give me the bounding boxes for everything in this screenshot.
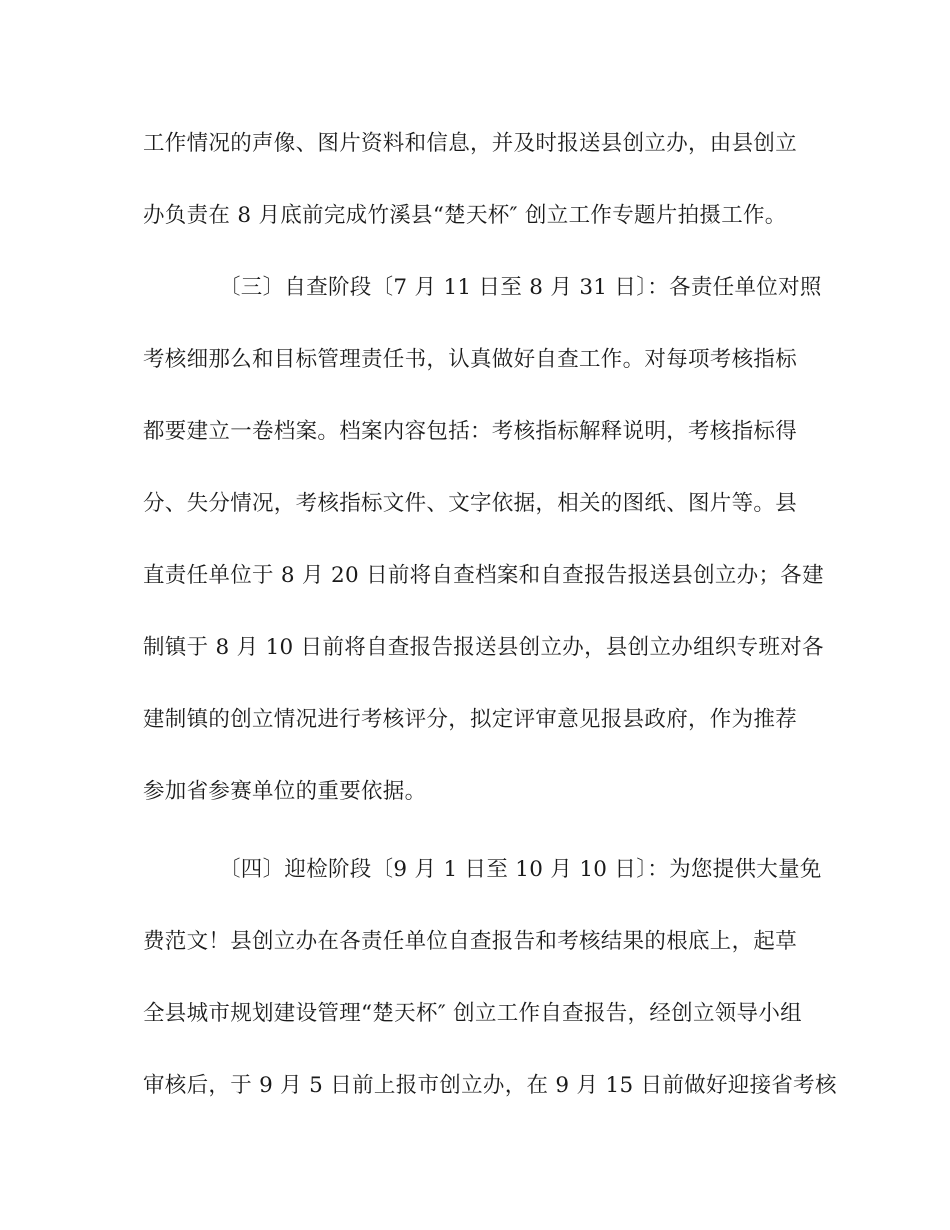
text-line: 分、失分情况，考核指标文件、文字依据，相关的图纸、图片等。县	[143, 491, 798, 516]
text-line: 工作情况的声像、图片资料和信息，并及时报送县创立办，由县创立	[143, 131, 798, 156]
text-line: 建制镇的创立情况进行考核评分，拟定评审意见报县政府，作为推荐	[143, 707, 798, 732]
text-line: 直责任单位于 8 月 20 日前将自查档案和自查报告报送县创立办；各建	[143, 563, 824, 588]
text-line: 办负责在 8 月底前完成竹溪县“楚天杯″ 创立工作专题片拍摄工作。	[143, 203, 787, 228]
text-line: 费范文！县创立办在各责任单位自查报告和考核结果的根底上，起草	[143, 929, 798, 954]
section-heading-line: 〔三〕自查阶段〔7 月 11 日至 8 月 31 日〕：各责任单位对照	[219, 275, 822, 300]
text-line: 都要建立一卷档案。档案内容包括：考核指标解释说明，考核指标得	[143, 419, 798, 444]
section-heading-line: 〔四〕迎检阶段〔9 月 1 日至 10 月 10 日〕：为您提供大量免	[219, 857, 822, 882]
text-line: 审核后，于 9 月 5 日前上报市创立办，在 9 月 15 日前做好迎接省考核	[143, 1073, 837, 1098]
text-line: 制镇于 8 月 10 日前将自查报告报送县创立办，县创立办组织专班对各	[143, 635, 824, 660]
text-line: 全县城市规划建设管理“楚天杯″ 创立工作自查报告，经创立领导小组	[143, 1001, 802, 1026]
text-line: 参加省参赛单位的重要依据。	[143, 779, 427, 804]
text-line: 考核细那么和目标管理责任书，认真做好自查工作。对每项考核指标	[143, 347, 798, 372]
